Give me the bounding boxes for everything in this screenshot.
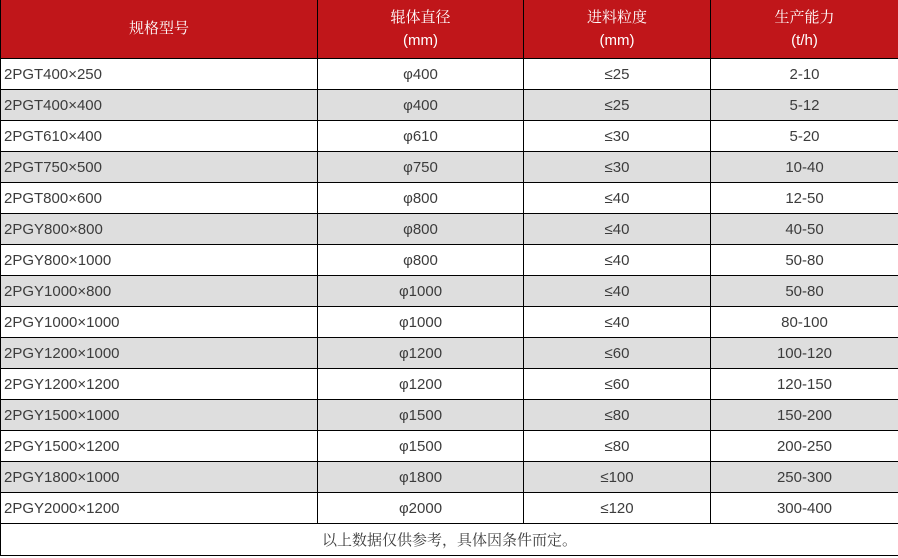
cell-model: 2PGY1000×1000 (1, 307, 318, 338)
cell-feed-size: ≤80 (524, 400, 711, 431)
header-feed-size-unit: (mm) (599, 32, 635, 49)
cell-roller-diameter: φ1500 (318, 400, 524, 431)
cell-capacity: 80-100 (711, 307, 898, 338)
cell-capacity: 50-80 (711, 276, 898, 307)
table-row (1, 307, 898, 338)
cell-roller-diameter: φ400 (318, 59, 524, 90)
cell-capacity: 100-120 (711, 338, 898, 369)
table-row (1, 369, 898, 400)
header-capacity-label: 生产能力 (774, 8, 835, 26)
cell-model: 2PGY1500×1200 (1, 431, 318, 462)
cell-roller-diameter: φ1000 (318, 276, 524, 307)
header-capacity-unit: (t/h) (791, 32, 818, 49)
cell-model: 2PGY800×800 (1, 214, 318, 245)
cell-feed-size: ≤30 (524, 152, 711, 183)
cell-model: 2PGY2000×1200 (1, 493, 318, 524)
footnote-text: 以上数据仅供参考，具体因条件而定。 (1, 524, 898, 556)
table-row (1, 276, 898, 307)
cell-feed-size: ≤100 (524, 462, 711, 493)
cell-roller-diameter: φ750 (318, 152, 524, 183)
cell-feed-size: ≤120 (524, 493, 711, 524)
cell-feed-size: ≤60 (524, 369, 711, 400)
cell-capacity: 300-400 (711, 493, 898, 524)
cell-feed-size: ≤25 (524, 59, 711, 90)
cell-capacity: 10-40 (711, 152, 898, 183)
cell-model: 2PGY1200×1000 (1, 338, 318, 369)
table-row (1, 400, 898, 431)
cell-capacity: 200-250 (711, 431, 898, 462)
cell-model: 2PGY1500×1000 (1, 400, 318, 431)
header-feed-size (524, 0, 711, 59)
cell-capacity: 5-12 (711, 90, 898, 121)
cell-capacity: 12-50 (711, 183, 898, 214)
cell-model: 2PGT610×400 (1, 121, 318, 152)
cell-roller-diameter: φ1500 (318, 431, 524, 462)
cell-model: 2PGY800×1000 (1, 245, 318, 276)
cell-roller-diameter: φ2000 (318, 493, 524, 524)
cell-roller-diameter: φ1200 (318, 338, 524, 369)
cell-feed-size: ≤40 (524, 214, 711, 245)
table-row (1, 90, 898, 121)
cell-capacity: 250-300 (711, 462, 898, 493)
header-feed-size-label: 进料粒度 (586, 8, 647, 26)
table-row (1, 431, 898, 462)
cell-roller-diameter: φ610 (318, 121, 524, 152)
header-capacity (711, 0, 898, 59)
cell-feed-size: ≤40 (524, 245, 711, 276)
table-row (1, 245, 898, 276)
cell-capacity: 50-80 (711, 245, 898, 276)
cell-feed-size: ≤40 (524, 183, 711, 214)
cell-roller-diameter: φ1000 (318, 307, 524, 338)
cell-feed-size: ≤25 (524, 90, 711, 121)
table-row (1, 338, 898, 369)
header-model (1, 0, 318, 59)
cell-roller-diameter: φ800 (318, 245, 524, 276)
cell-model: 2PGY1800×1000 (1, 462, 318, 493)
footnote-row (1, 524, 898, 556)
table-row (1, 214, 898, 245)
table-row (1, 152, 898, 183)
table-row (1, 59, 898, 90)
cell-capacity: 120-150 (711, 369, 898, 400)
cell-model: 2PGT400×250 (1, 59, 318, 90)
cell-model: 2PGY1000×800 (1, 276, 318, 307)
cell-feed-size: ≤60 (524, 338, 711, 369)
table-row (1, 493, 898, 524)
cell-roller-diameter: φ400 (318, 90, 524, 121)
cell-feed-size: ≤30 (524, 121, 711, 152)
cell-roller-diameter: φ800 (318, 214, 524, 245)
cell-feed-size: ≤80 (524, 431, 711, 462)
header-row (1, 0, 898, 59)
header-roller-diameter (318, 0, 524, 59)
header-roller-diameter-unit: (mm) (403, 32, 438, 49)
cell-roller-diameter: φ800 (318, 183, 524, 214)
cell-feed-size: ≤40 (524, 276, 711, 307)
cell-model: 2PGY1200×1200 (1, 369, 318, 400)
cell-capacity: 150-200 (711, 400, 898, 431)
cell-roller-diameter: φ1200 (318, 369, 524, 400)
table-row (1, 462, 898, 493)
cell-capacity: 2-10 (711, 59, 898, 90)
header-roller-diameter-label: 辊体直径 (390, 8, 451, 26)
cell-feed-size: ≤40 (524, 307, 711, 338)
table-body (1, 59, 898, 524)
cell-model: 2PGT800×600 (1, 183, 318, 214)
table-row (1, 121, 898, 152)
cell-roller-diameter: φ1800 (318, 462, 524, 493)
table-row (1, 183, 898, 214)
cell-model: 2PGT400×400 (1, 90, 318, 121)
spec-table-footer (1, 524, 898, 556)
header-model-label: 规格型号 (128, 20, 189, 38)
cell-model: 2PGT750×500 (1, 152, 318, 183)
cell-capacity: 40-50 (711, 214, 898, 245)
cell-capacity: 5-20 (711, 121, 898, 152)
spec-table-header (1, 0, 898, 59)
